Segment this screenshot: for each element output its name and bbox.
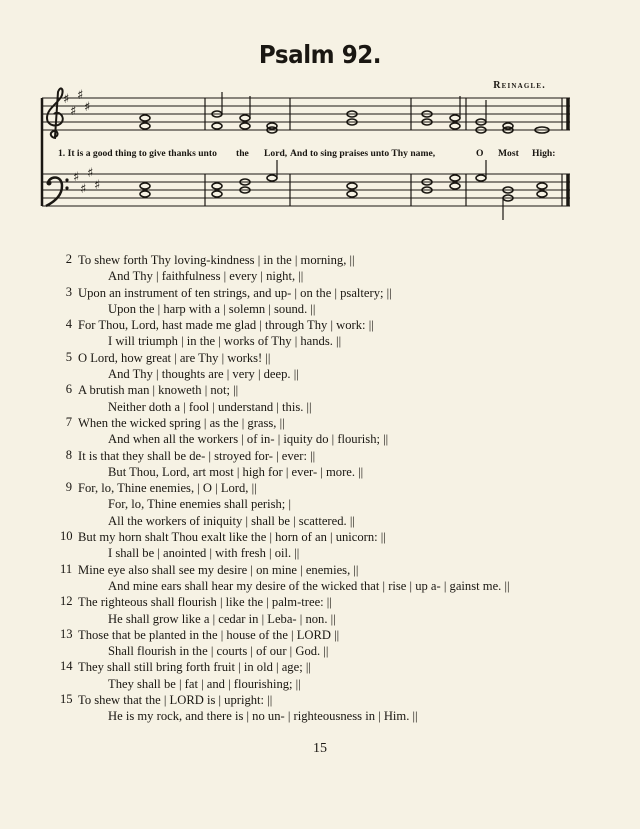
verse-line: He shall grow like a | cedar in | Leba- | non. || (108, 611, 336, 626)
verse-number: 11 (60, 561, 73, 576)
verse-line: But my horn shalt Thou exalt like the | horn of an | unicorn: || (78, 530, 386, 545)
verse (60, 627, 580, 660)
verse-line: Neither doth a | fool | understand | this. || (108, 399, 312, 414)
verse-line: But Thou, Lord, art most | high for | ever- | more. || (108, 464, 364, 479)
verse-line: Shall flourish in the | courts | of our | God. || (108, 644, 329, 659)
verse-line: And Thy | faithfulness | every | night, || (108, 269, 304, 284)
verse-line: It is that they shall be de- | stroyed for- | ever: || (78, 448, 316, 463)
verse-line: When the wicked spring | as the | grass, || (78, 415, 285, 430)
verse-number: 10 (60, 529, 73, 544)
verse-number: 7 (65, 414, 72, 429)
verse-number: 15 (60, 692, 73, 707)
verse-line: Mine eye also shall see my desire | on mine | enemies, || (78, 562, 359, 577)
verse-line: And mine ears shall hear my desire of the wicked that | rise | up a- | gainst me. || (108, 578, 510, 593)
svg-text:♯: ♯ (77, 88, 84, 103)
verse-number: 9 (65, 480, 72, 495)
page-number: 15 (313, 741, 327, 756)
key-signature-sharps (63, 88, 100, 197)
verse-line: To shew forth Thy loving-kindness | in the | morning, || (78, 253, 355, 267)
svg-text:♯: ♯ (94, 178, 101, 193)
treble-clef-icon (47, 88, 63, 138)
verse-line: All the workers of iniquity | shall be | scattered. || (108, 513, 355, 528)
verse (60, 317, 580, 350)
verse-number: 4 (65, 317, 72, 332)
verse-number: 12 (60, 594, 73, 609)
treble-staff (42, 98, 570, 130)
lyric-syllable: the (236, 148, 249, 159)
verse-line: For, lo, Thine enemies shall perish; | (108, 497, 291, 512)
svg-text:♯: ♯ (73, 170, 80, 185)
svg-text:♯: ♯ (80, 182, 87, 197)
verse-number: 3 (65, 284, 72, 299)
verse-line: They shall be | fat | and | flourishing; || (108, 676, 301, 691)
verse-line: And Thy | thoughts are | very | deep. || (108, 367, 299, 382)
verse (60, 415, 580, 448)
lyric-syllable: And to sing praises unto Thy name, (290, 148, 436, 159)
verse-line: A brutish man | knoweth | not; || (78, 383, 239, 398)
verse (60, 659, 580, 692)
verse-line: Those that be planted in the | house of the | LORD || (78, 627, 340, 642)
verse (60, 252, 580, 285)
verses-list (60, 252, 580, 725)
verse-line: They shall still bring forth fruit | in old | age; || (78, 660, 311, 675)
verse-line: I will triumph | in the | works of Thy | hands. || (108, 334, 342, 349)
svg-text:♯: ♯ (87, 166, 94, 181)
verse (60, 448, 580, 481)
composer-name: Reinagle. (493, 80, 546, 91)
verse-line: For, lo, Thine enemies, | O | Lord, || (78, 481, 257, 496)
svg-text:♯: ♯ (84, 100, 91, 115)
lyric-syllable: O (476, 148, 484, 159)
bass-notes (140, 175, 547, 201)
psalm-title: Psalm 92. (258, 40, 382, 69)
verse-line: Upon an instrument of ten strings, and up- | on the | psaltery; || (78, 285, 392, 300)
verse-number: 8 (65, 447, 72, 462)
svg-text:♯: ♯ (70, 104, 77, 119)
verse-number: 14 (60, 659, 73, 674)
verse-line: To shew that the | LORD is | upright: || (78, 693, 273, 708)
verse (60, 529, 580, 562)
lyric-syllable: 1. It is a good thing to give thanks unto (58, 148, 217, 159)
lyric-syllable: Most (498, 148, 519, 159)
bass-staff (42, 174, 570, 206)
verse-number: 2 (65, 252, 72, 266)
verse (60, 350, 580, 383)
lyric-syllable: Lord, (264, 148, 288, 159)
verse (60, 480, 580, 529)
verse (60, 382, 580, 415)
verse (60, 285, 580, 318)
music-score (0, 0, 640, 230)
verse-number: 13 (60, 626, 73, 641)
verse-number: 6 (65, 382, 72, 397)
verse-line: I shall be | anointed | with fresh | oil. || (108, 546, 300, 561)
verse-number: 5 (65, 349, 72, 364)
verse (60, 594, 580, 627)
svg-text:♯: ♯ (63, 92, 70, 107)
verse-line: For Thou, Lord, hast made me glad | through Thy | work: || (78, 318, 374, 333)
lyric-syllable: High: (532, 148, 556, 159)
verse (60, 562, 580, 595)
verse-line: The righteous shall flourish | like the | palm-tree: || (78, 595, 332, 610)
verse-line: He is my rock, and there is | no un- | righteousness in | Him. || (108, 709, 418, 724)
verse-line: And when all the workers | of in- | iquity do | flourish; || (108, 432, 389, 447)
verse-line: Upon the | harp with a | solemn | sound. || (108, 301, 316, 316)
verse-line: O Lord, how great | are Thy | works! || (78, 350, 271, 365)
verse (60, 692, 580, 725)
